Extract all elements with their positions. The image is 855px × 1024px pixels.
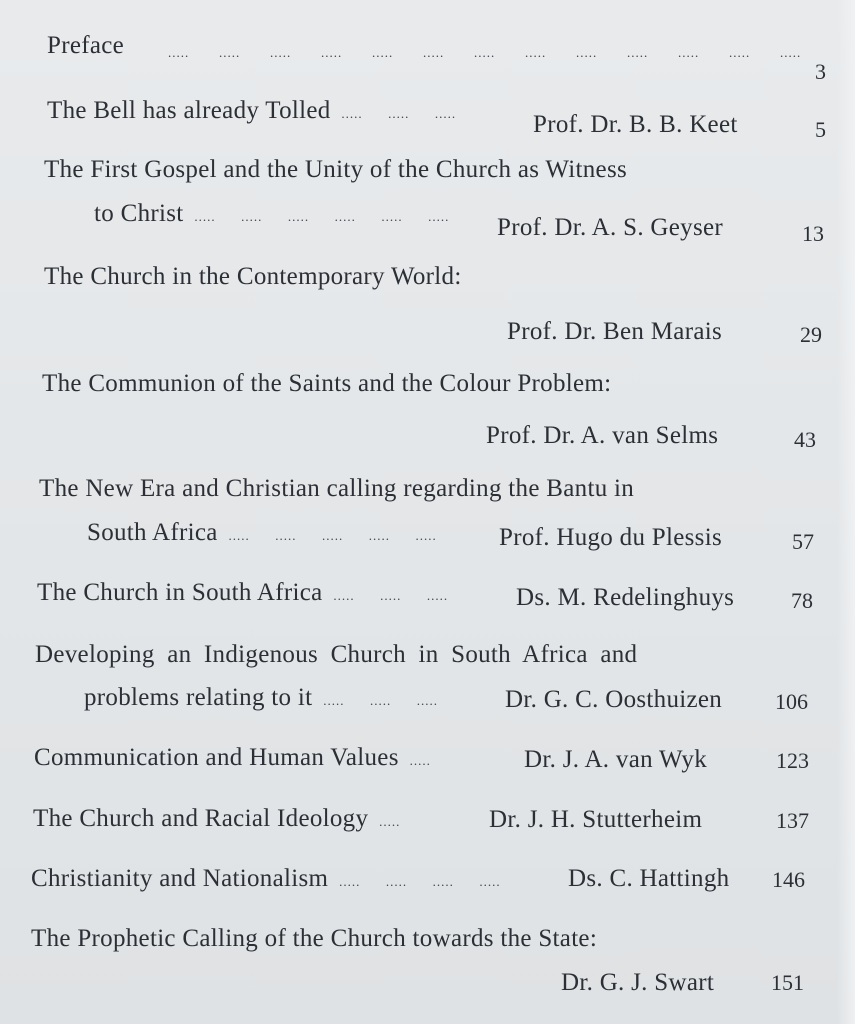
toc-entry-title: The First Gospel and the Unity of the Church as Witness <box>44 156 628 183</box>
toc-entry-title: The Prophetic Calling of the Church towards the State: <box>31 925 598 952</box>
toc-entry-title: Communication and Human Values ..... <box>34 744 431 771</box>
toc-author: Prof. Hugo du Plessis <box>499 524 722 551</box>
toc-page-number: 106 <box>775 689 808 714</box>
toc-entry-title-cont: to Christ ..... ..... ..... ..... ..... ..... <box>94 200 450 227</box>
toc-page-number: 78 <box>791 588 813 613</box>
toc-entry-title: The Bell has already Tolled ..... ..... ..... <box>47 97 457 124</box>
toc-author: Prof. Dr. B. B. Keet <box>533 111 738 138</box>
toc-page-number: 146 <box>772 867 805 892</box>
leader-dots: ..... ..... ..... ..... ..... ..... ..... ..... ..... ..... ..... ..... ..... <box>168 45 802 60</box>
toc-author: Ds. M. Redelinghuys <box>516 584 735 611</box>
toc-author: Ds. C. Hattingh <box>568 865 730 892</box>
toc-author: Prof. Dr. A. van Selms <box>486 422 719 449</box>
toc-entry-title: Preface <box>47 32 125 59</box>
toc-entry-title-cont: problems relating to it ..... ..... ..... <box>84 684 438 711</box>
toc-entry-title: The New Era and Christian calling regarding the Bantu in <box>39 475 635 502</box>
toc-author: Dr. J. A. van Wyk <box>524 746 707 773</box>
toc-page-number: 137 <box>776 808 809 833</box>
toc-page-number: 43 <box>794 427 816 452</box>
toc-author: Prof. Dr. Ben Marais <box>507 318 722 345</box>
toc-page-number: 13 <box>802 221 824 246</box>
toc-author: Dr. G. J. Swart <box>561 969 715 996</box>
toc-entry-title: Christianity and Nationalism ..... ..... ..... ..... <box>31 865 501 892</box>
toc-page-number: 123 <box>776 748 809 773</box>
toc-entry-title-cont: South Africa ..... ..... ..... ..... ..... <box>87 519 437 546</box>
toc-entry-title: The Communion of the Saints and the Colour Problem: <box>42 370 612 397</box>
toc-entry-title: The Church in South Africa ..... ..... ..... <box>37 579 449 606</box>
toc-entry-title: The Church and Racial Ideology ..... <box>33 805 401 832</box>
toc-author: Prof. Dr. A. S. Geyser <box>497 214 724 241</box>
toc-page-number: 151 <box>771 970 804 995</box>
toc-page-number: 57 <box>792 529 814 554</box>
toc-page-number: 5 <box>815 117 826 142</box>
toc-author: Dr. J. H. Stutterheim <box>489 806 703 833</box>
toc-page-number: 29 <box>800 322 822 347</box>
page-edge-shading <box>837 0 855 1024</box>
toc-page-number: 3 <box>815 59 826 84</box>
toc-entry-title: The Church in the Contemporary World: <box>44 263 462 290</box>
toc-author: Dr. G. C. Oosthuizen <box>505 686 723 713</box>
toc-entry-title: Developing an Indigenous Church in South Africa and <box>35 641 638 668</box>
